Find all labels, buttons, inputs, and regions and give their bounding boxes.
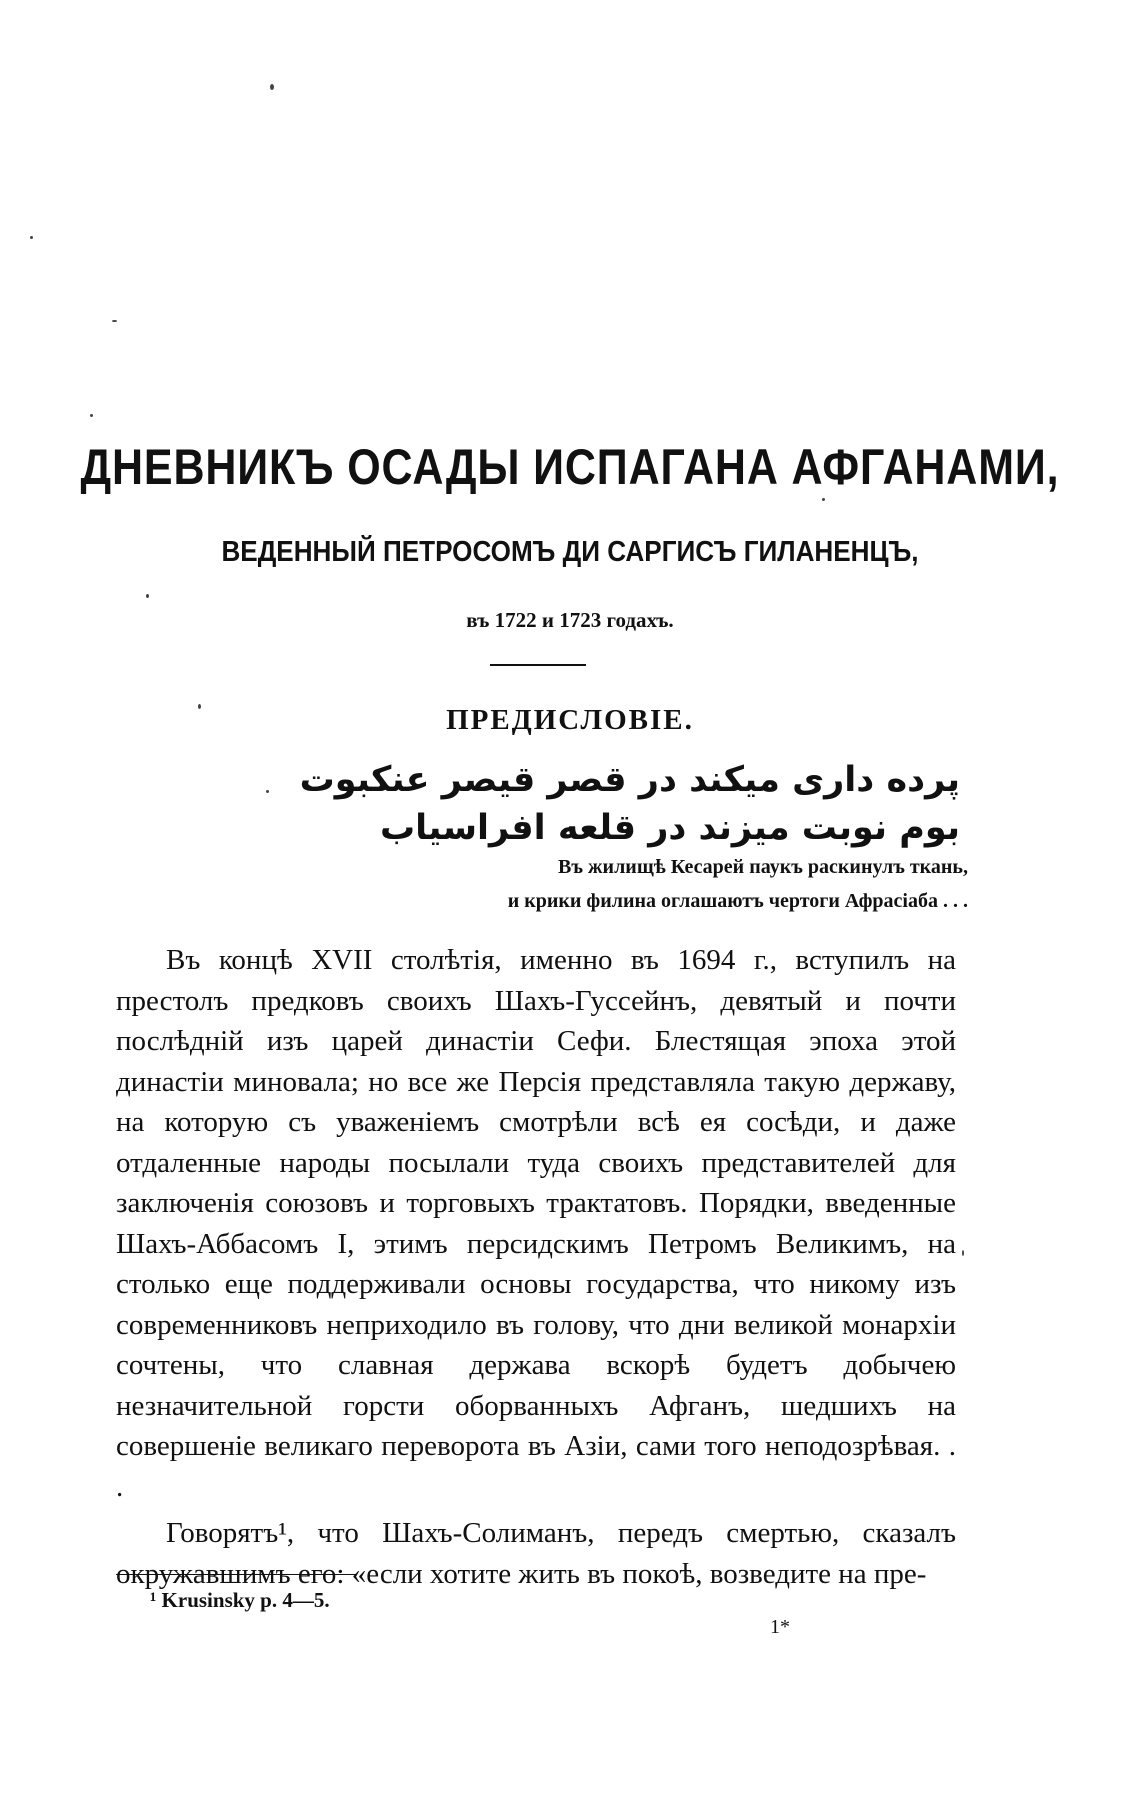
scan-speck (112, 320, 117, 322)
preface-heading: ПРЕДИСЛОВІЕ. (446, 704, 694, 736)
epigraph-translation-line-1: Въ жилищѣ Кесарей паукъ раскинулъ ткань, (558, 856, 968, 878)
scan-speck (266, 790, 269, 793)
document-title: ДНЕВНИКЪ ОСАДЫ ИСПАГАНА АФГАНАМИ, (80, 439, 1060, 495)
scan-speck (270, 84, 274, 90)
footnote-divider (116, 1574, 356, 1575)
footnote: ¹ Krusinsky p. 4—5. (150, 1588, 330, 1612)
epigraph-persian-line-1: پرده داری میکند در قصر قیصر عنکبوت (299, 760, 960, 800)
scan-speck (90, 414, 93, 417)
body-paragraph: Въ концѣ XVII столѣтія, именно въ 1694 г., вступилъ на престолъ предковъ своихъ Шахъ-Гуссейнъ, девятый и почти послѣдній изъ царей династіи Сефи. Блестящая эпоха этой династіи миновала; но все же Персія представляла такую державу, на которую съ уваженіемъ смотрѣли всѣ ея сосѣди, и даже отдаленные народы посылали туда своихъ представителей для заключенія союзовъ и торговыхъ трактатовъ. Порядки, введенные Шахъ-Аббасомъ I, этимъ персидскимъ Петромъ Великимъ, на столько еще поддерживали основы государства, что никому изъ современниковъ неприходило въ голову, что дни великой монархіи сочтены, что славная держава вскорѣ будетъ добычею незначительной горсти оборванныхъ Афганъ, шедшихъ на совершеніе великаго переворота въ Азіи, сами того неподозрѣвая. . . (116, 944, 956, 1503)
body-paragraph: Говорятъ¹, что Шахъ-Солиманъ, передъ смертью, сказалъ окружавшимъ его: «если хотите жить въ покоѣ, возведите на пре- (116, 1517, 956, 1590)
scan-speck (198, 704, 201, 709)
epigraph-persian-line-2: بوم نوبت میزند در قلعه افراسیاب (379, 808, 960, 848)
body-text (116, 940, 956, 1600)
scan-speck (822, 498, 825, 501)
title-divider (490, 664, 586, 666)
epigraph-translation-line-2: и крики филина оглашаютъ чертоги Афрасіаба . . . (507, 890, 968, 912)
scan-speck (962, 1250, 964, 1256)
document-subtitle: ВЕДЕННЫЙ ПЕТРОСОМЪ ДИ САРГИСЪ ГИЛАНЕНЦЪ, (221, 536, 919, 568)
scan-speck (146, 594, 149, 598)
scan-speck (30, 236, 33, 239)
document-years: въ 1722 и 1723 годахъ. (466, 608, 674, 632)
printer-signature-mark: 1* (770, 1616, 790, 1638)
